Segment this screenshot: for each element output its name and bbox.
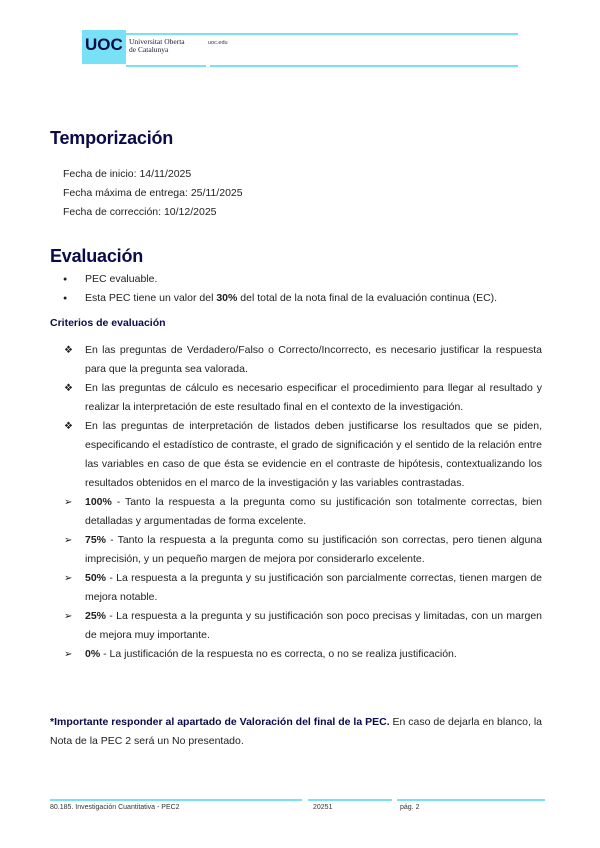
header-rule-top <box>126 33 518 35</box>
list-item: ➢ 100% - Tanto la respuesta a la pregunta como su justificación son totalmente correctas, bien detalladas y argumentadas de forma excelente. <box>64 493 542 531</box>
footer-course: 80.185. Investigación Cuantitativa - PEC2 <box>50 804 180 811</box>
arrow-bullet-icon: ➢ <box>64 611 73 622</box>
deadline-date: Fecha máxima de entrega: 25/11/2025 <box>63 187 243 199</box>
list-item: ❖ En las preguntas de cálculo es necesario especificar el procedimiento para llegar al resultado y realizar la interpretación de este resultado final en el contexto de la investigación. <box>64 379 542 417</box>
header-rule-right <box>210 65 518 67</box>
arrow-bullet-icon: ➢ <box>64 497 73 508</box>
list-item: ● Esta PEC tiene un valor del 30% del total de la nota final de la evaluación continua (EC). <box>63 289 533 308</box>
uoc-logo <box>82 30 126 64</box>
university-line-1: Universitat Oberta <box>129 37 185 46</box>
list-item: ● PEC evaluable. <box>63 270 533 289</box>
header-rule-left <box>126 65 206 67</box>
list-item: ➢ 50% - La respuesta a la pregunta y su justificación son parcialmente correctas, tienen margen de mejora notable. <box>64 569 542 607</box>
footer-rule-left <box>50 799 302 801</box>
university-name <box>129 38 185 54</box>
list-item: ➢ 75% - Tanto la respuesta a la pregunta como su justificación son correctas, pero tienen alguna imprecisión, y un pequeño margen de mejora por considerarlo excelente. <box>64 531 542 569</box>
arrow-bullet-icon: ➢ <box>64 573 73 584</box>
list-item: ➢ 0% - La justificación de la respuesta no es correcta, o no se realiza justificación. <box>64 645 542 664</box>
university-line-2: de Catalunya <box>129 45 169 54</box>
diamond-bullet-icon: ❖ <box>64 383 73 394</box>
section-title-evaluacion: Evaluación <box>50 246 144 266</box>
diamond-bullet-icon: ❖ <box>64 421 73 432</box>
evaluation-bullets <box>63 270 533 308</box>
start-date: Fecha de inicio: 14/11/2025 <box>63 168 192 180</box>
arrow-bullet-icon: ➢ <box>64 535 73 546</box>
logo-text: UOC <box>85 35 123 54</box>
correction-date: Fecha de corrección: 10/12/2025 <box>63 206 217 218</box>
footer-rule-mid <box>308 799 392 801</box>
footer-term: 20251 <box>313 804 333 811</box>
list-item: ❖ En las preguntas de Verdadero/Falso o Correcto/Incorrecto, es necesario justificar la respuesta para que la pregunta sea valorada. <box>64 341 542 379</box>
section-title-temporizacion: Temporización <box>50 128 174 148</box>
criteria-title: Criterios de evaluación <box>50 317 166 329</box>
arrow-bullet-icon: ➢ <box>64 649 73 660</box>
footer-rule-right <box>397 799 545 801</box>
important-note: *Importante responder al apartado de Valoración del final de la PEC. En caso de dejarla en blanco, la Nota de la PEC 2 será un No presentado. <box>50 716 542 747</box>
header-tag: uoc.edu <box>208 40 228 46</box>
diamond-bullet-icon: ❖ <box>64 345 73 356</box>
footer-page-number: pág. 2 <box>400 804 420 811</box>
criteria-list <box>64 341 542 664</box>
page-header <box>82 30 522 70</box>
list-item: ❖ En las preguntas de interpretación de listados deben justificarse los resultados que se piden, especificando el estadístico de contraste, el grado de significación y el sentido de la relación entre las variables en caso de que ésta se evidencie en el contraste de hipótesis, contextualizando los resultados obtenidos en el marco de la investigación y las variables contrastadas. <box>64 417 542 493</box>
list-item: ➢ 25% - La respuesta a la pregunta y su justificación son poco precisas y limitadas, con un margen de mejora muy importante. <box>64 607 542 645</box>
